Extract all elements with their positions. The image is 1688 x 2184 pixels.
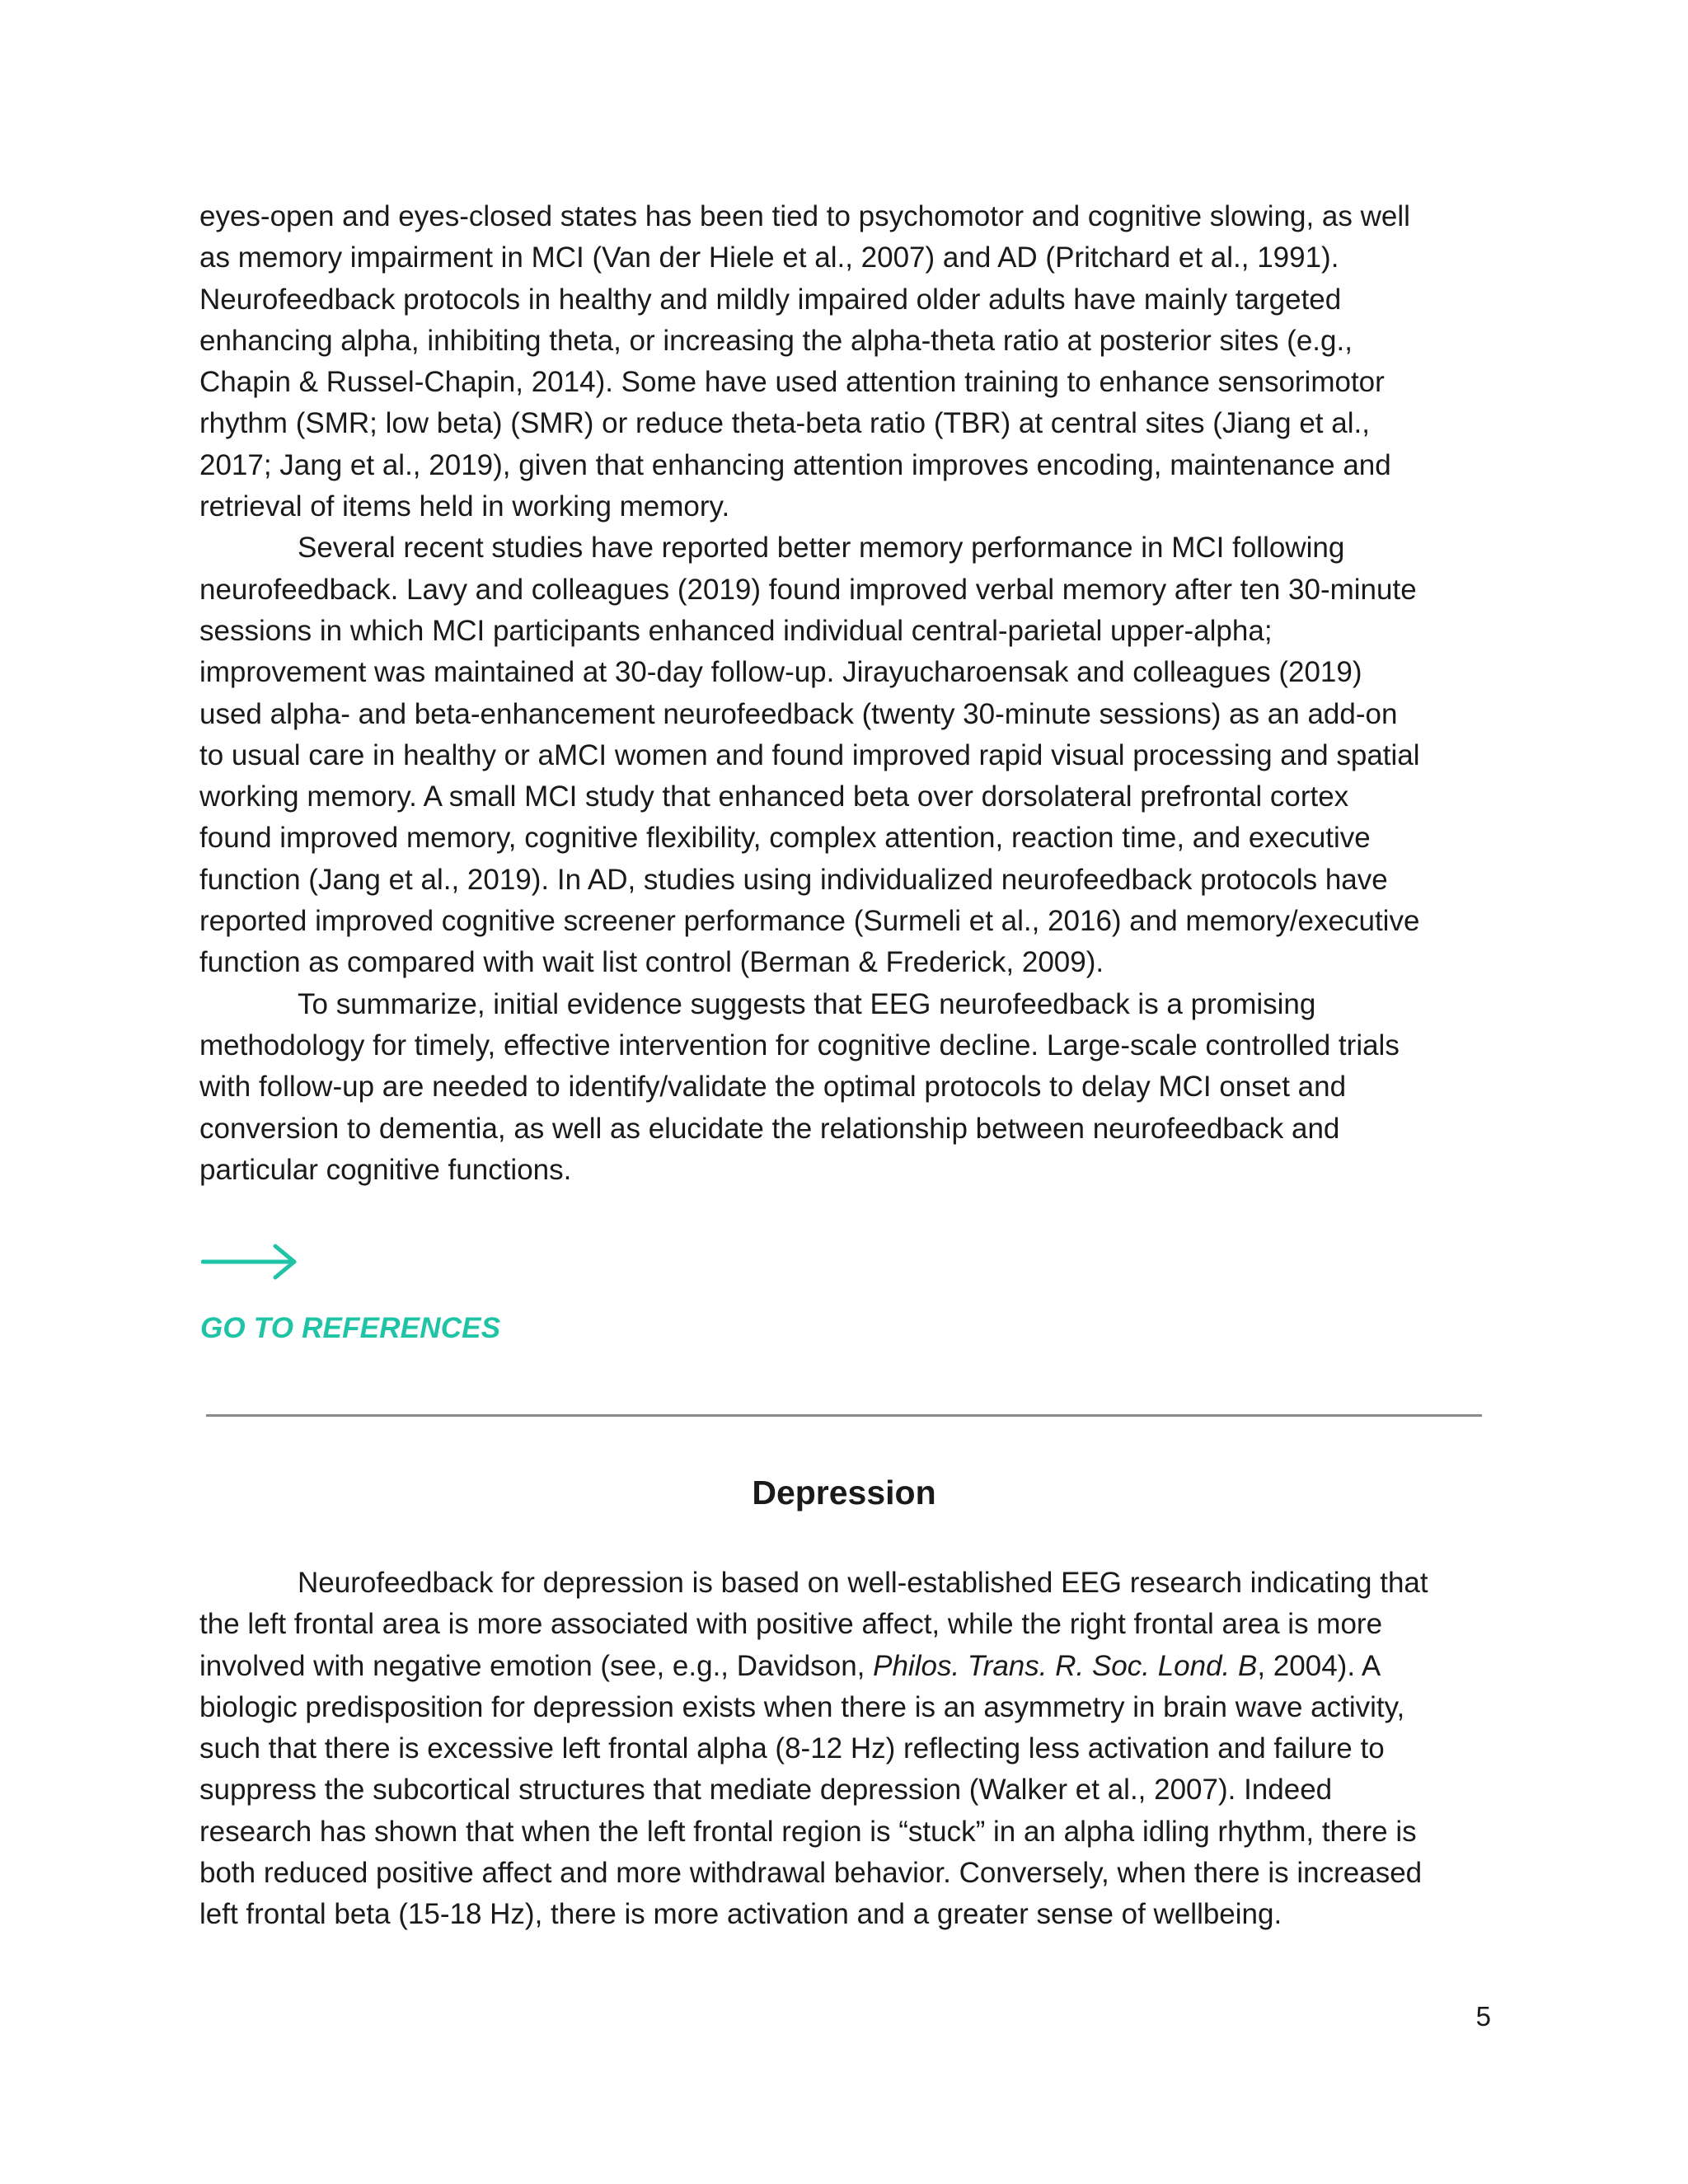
go-to-references-link[interactable]: GO TO REFERENCES [200, 1312, 501, 1344]
text-line: 2017; Jang et al., 2019), given that enhancing attention improves encoding, maintenance and [199, 448, 1391, 481]
text-line: methodology for timely, effective intervention for cognitive decline. Large-scale controlled trials [199, 1029, 1400, 1062]
text-line: research has shown that when the left frontal region is “stuck” in an alpha idling rhythm, there is [199, 1815, 1417, 1848]
text-line: retrieval of items held in working memory. [199, 490, 730, 523]
page-number: 5 [1475, 2001, 1491, 2032]
text-line: suppress the subcortical structures that mediate depression (Walker et al., 2007). Indeed [199, 1774, 1333, 1807]
text-line: rhythm (SMR; low beta) (SMR) or reduce theta-beta ratio (TBR) at central sites (Jiang et al., [199, 407, 1370, 440]
body-text-depression [199, 1563, 1493, 1936]
text-line: reported improved cognitive screener performance (Surmeli et al., 2016) and memory/executive [199, 905, 1420, 938]
text-line: found improved memory, cognitive flexibility, complex attention, reaction time, and executive [199, 822, 1371, 855]
text-line: used alpha- and beta-enhancement neurofeedback (twenty 30-minute sessions) as an add-on [199, 697, 1398, 730]
text-line: such that there is excessive left frontal alpha (8-12 Hz) reflecting less activation and failure to [199, 1732, 1385, 1765]
text-line: Several recent studies have reported better memory performance in MCI following [298, 532, 1345, 565]
text-line: the left frontal area is more associated with positive affect, while the right frontal area is more [199, 1608, 1383, 1641]
text-line: working memory. A small MCI study that enhanced beta over dorsolateral prefrontal cortex [199, 780, 1349, 813]
text-line-with-citation [199, 1646, 1493, 1687]
body-text-mci [199, 196, 1493, 1191]
text-line: as memory impairment in MCI (Van der Hiele et al., 2007) and AD (Pritchard et al., 1991). [199, 241, 1339, 274]
text-line: enhancing alpha, inhibiting theta, or increasing the alpha-theta ratio at posterior sites (e.g., [199, 324, 1353, 357]
text-fragment: , 2004). A [1257, 1649, 1381, 1682]
section-heading-depression: Depression [752, 1474, 936, 1511]
text-line: left frontal beta (15-18 Hz), there is more activation and a greater sense of wellbeing. [199, 1898, 1282, 1931]
text-line: To summarize, initial evidence suggests that EEG neurofeedback is a promising [298, 987, 1316, 1020]
text-line: particular cognitive functions. [199, 1153, 572, 1186]
text-line: function (Jang et al., 2019). In AD, studies using individualized neurofeedback protocols have [199, 863, 1388, 896]
text-line: eyes-open and eyes-closed states has been tied to psychomotor and cognitive slowing, as well [199, 200, 1410, 232]
text-line: Neurofeedback protocols in healthy and mildly impaired older adults have mainly targeted [199, 283, 1342, 316]
text-line: both reduced positive affect and more withdrawal behavior. Conversely, when there is increased [199, 1857, 1423, 1890]
text-line: biologic predisposition for depression exists when there is an asymmetry in brain wave activity, [199, 1690, 1405, 1723]
text-line: sessions in which MCI participants enhanced individual central-parietal upper-alpha; [199, 614, 1273, 647]
text-line: Chapin & Russel-Chapin, 2014). Some have used attention training to enhance sensorimotor [199, 366, 1385, 399]
text-line: conversion to dementia, as well as elucidate the relationship between neurofeedback and [199, 1112, 1340, 1145]
text-line: neurofeedback. Lavy and colleagues (2019) found improved verbal memory after ten 30-minute [199, 573, 1417, 606]
text-line: function as compared with wait list control (Berman & Frederick, 2009). [199, 946, 1104, 979]
section-divider [206, 1414, 1482, 1417]
journal-title: Philos. Trans. R. Soc. Lond. B [873, 1649, 1258, 1682]
text-line: Neurofeedback for depression is based on well-established EEG research indicating that [298, 1567, 1428, 1599]
right-arrow-icon[interactable] [201, 1241, 298, 1282]
text-fragment: involved with negative emotion (see, e.g., Davidson, [199, 1649, 874, 1682]
text-line: to usual care in healthy or aMCI women and found improved rapid visual processing and spatial [199, 738, 1420, 771]
text-line: improvement was maintained at 30-day follow-up. Jirayucharoensak and colleagues (2019) [199, 656, 1362, 689]
text-line: with follow-up are needed to identify/validate the optimal protocols to delay MCI onset and [199, 1071, 1347, 1104]
